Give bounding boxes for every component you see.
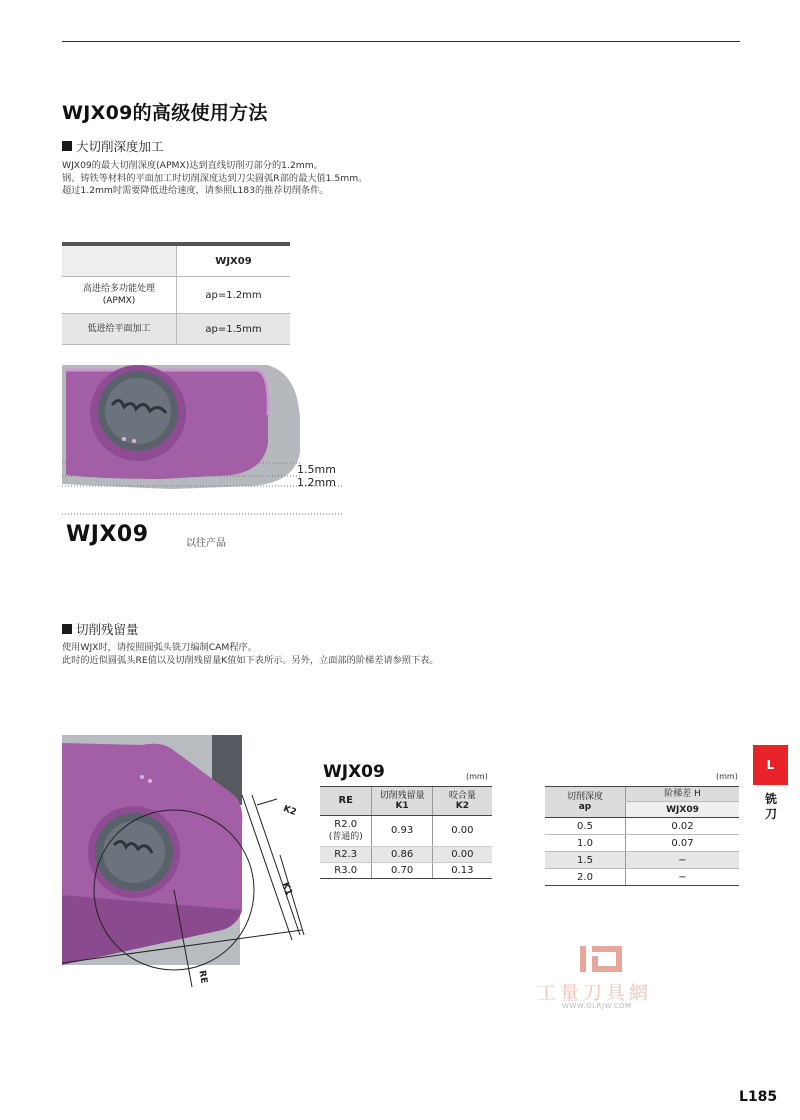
table-row [62, 314, 290, 345]
table-row [545, 852, 739, 869]
residual-figure [62, 735, 320, 993]
header-k1-line: 切削残留量 [379, 791, 425, 801]
cell-ap: 1.5 [545, 852, 626, 869]
depth-table [62, 242, 290, 345]
cell-ap: 0.5 [545, 818, 626, 835]
k1-label: K1 [279, 881, 294, 897]
cell-ap: 1.0 [545, 835, 626, 852]
step-table [545, 786, 739, 886]
row-label-line: 高进给多功能处理 [82, 284, 155, 294]
dimension-1-5mm: 1.5mm [297, 463, 336, 476]
dimension-1-2mm: 1.2mm [297, 476, 336, 489]
depth-table-col-header: WJX09 [177, 244, 291, 277]
k2-label: K2 [281, 804, 298, 818]
header-k1-symbol: K1 [395, 801, 409, 811]
section2-heading-text: 切削残留量 [76, 622, 139, 637]
k-table-title: WJX09 [323, 762, 385, 782]
table-row [62, 277, 290, 314]
cell-k1: 0.86 [372, 847, 432, 863]
h-table-unit: (mm) [716, 772, 738, 781]
cell-re-note: (普通的) [328, 832, 363, 842]
section2-heading [62, 620, 139, 638]
section-tab-label-line: 铣 [764, 792, 777, 806]
section2-paragraph [62, 642, 439, 667]
cell-k2: 0.00 [432, 847, 492, 863]
header-k1 [372, 787, 432, 816]
cell-re: R3.0 [320, 863, 372, 879]
insert-dot [132, 439, 136, 443]
page-number: L185 [739, 1089, 778, 1105]
insert-dot [148, 779, 152, 783]
section2-line: 使用WJX时，请按照圆弧头铣刀编制CAM程序。 [62, 642, 257, 653]
bullet-square-icon [62, 141, 72, 151]
cell-k1: 0.93 [372, 816, 432, 847]
header-rule [62, 41, 740, 42]
section2-line: 此时的近似圆弧头RE值以及切削残留量K值如下表所示。另外，立面部的阶梯差请参照下表。 [62, 654, 439, 666]
section1-heading-text: 大切削深度加工 [76, 139, 164, 154]
k-table-unit: (mm) [466, 772, 488, 781]
screw-face [103, 821, 165, 883]
depth-table-corner [62, 244, 177, 277]
screw-face [105, 378, 171, 444]
header-re: RE [320, 787, 372, 816]
header-k2 [432, 787, 492, 816]
insert-comparison-figure [62, 365, 352, 525]
header-h-model: WJX09 [626, 802, 740, 818]
row-label-line: (APMX) [102, 296, 136, 306]
insert-dot [140, 775, 144, 779]
cell-k1: 0.70 [372, 863, 432, 879]
depth-table-value: ap=1.5mm [177, 314, 291, 345]
table-row [545, 869, 739, 886]
step-table-header [545, 787, 739, 802]
cell-h: 0.07 [626, 835, 740, 852]
section1-heading [62, 137, 164, 155]
table-row [320, 816, 492, 847]
section1-line: 超过1.2mm时需要降低进给速度，请参照L183的推荐切削条件。 [62, 185, 329, 197]
cell-re [320, 816, 372, 847]
table-row [545, 835, 739, 852]
cell-k2: 0.00 [432, 816, 492, 847]
table-row [320, 847, 492, 863]
watermark-logo-icon [578, 944, 628, 974]
k2-dimension-line [257, 799, 277, 805]
section-tab-label [761, 792, 781, 822]
depth-table-row-label: 低进给平面加工 [62, 314, 177, 345]
header-ap-symbol: ap [578, 802, 592, 812]
header-ap [545, 787, 626, 818]
wall-line-1 [242, 795, 292, 940]
header-h: 阶梯差 H [626, 787, 740, 802]
section1-line: 钢、铸铁等材料的平面加工时切削深度达到刀尖圆弧R部的最大值1.5mm。 [62, 172, 368, 184]
table-row [545, 818, 739, 835]
depth-table-header [62, 244, 290, 277]
watermark-brand: 工量刀具網 [537, 982, 653, 1004]
re-label: RE [196, 969, 209, 985]
header-ap-line: 切削深度 [566, 792, 603, 802]
depth-dimension-labels [297, 463, 336, 489]
depth-table-value: ap=1.2mm [177, 277, 291, 314]
cell-re: R2.3 [320, 847, 372, 863]
header-k2-symbol: K2 [455, 801, 469, 811]
section-tab-l[interactable]: L [753, 745, 788, 785]
residual-table [320, 786, 492, 879]
cell-ap: 2.0 [545, 869, 626, 886]
legend-wjx09: WJX09 [66, 522, 149, 547]
bullet-square-icon [62, 624, 72, 634]
section1-line: WJX09的最大切削深度(APMX)达到直线切削刃部分的1.2mm。 [62, 160, 323, 171]
residual-table-header [320, 787, 492, 816]
depth-table-row-label [62, 277, 177, 314]
cell-h: − [626, 852, 740, 869]
section-tab-label-line: 刀 [764, 807, 777, 821]
table-row [320, 863, 492, 879]
section1-paragraph [62, 160, 367, 198]
insert-dot [122, 437, 126, 441]
cell-h: 0.02 [626, 818, 740, 835]
cell-k2: 0.13 [432, 863, 492, 879]
cell-h: − [626, 869, 740, 886]
legend-previous-product: 以往产品 [186, 538, 226, 549]
cell-re-line: R2.0 [334, 819, 358, 830]
header-k2-line: 咬合量 [448, 791, 476, 801]
watermark-url: WWW.GLRJW.COM [562, 1002, 632, 1010]
page-title: WJX09的高级使用方法 [62, 102, 268, 124]
